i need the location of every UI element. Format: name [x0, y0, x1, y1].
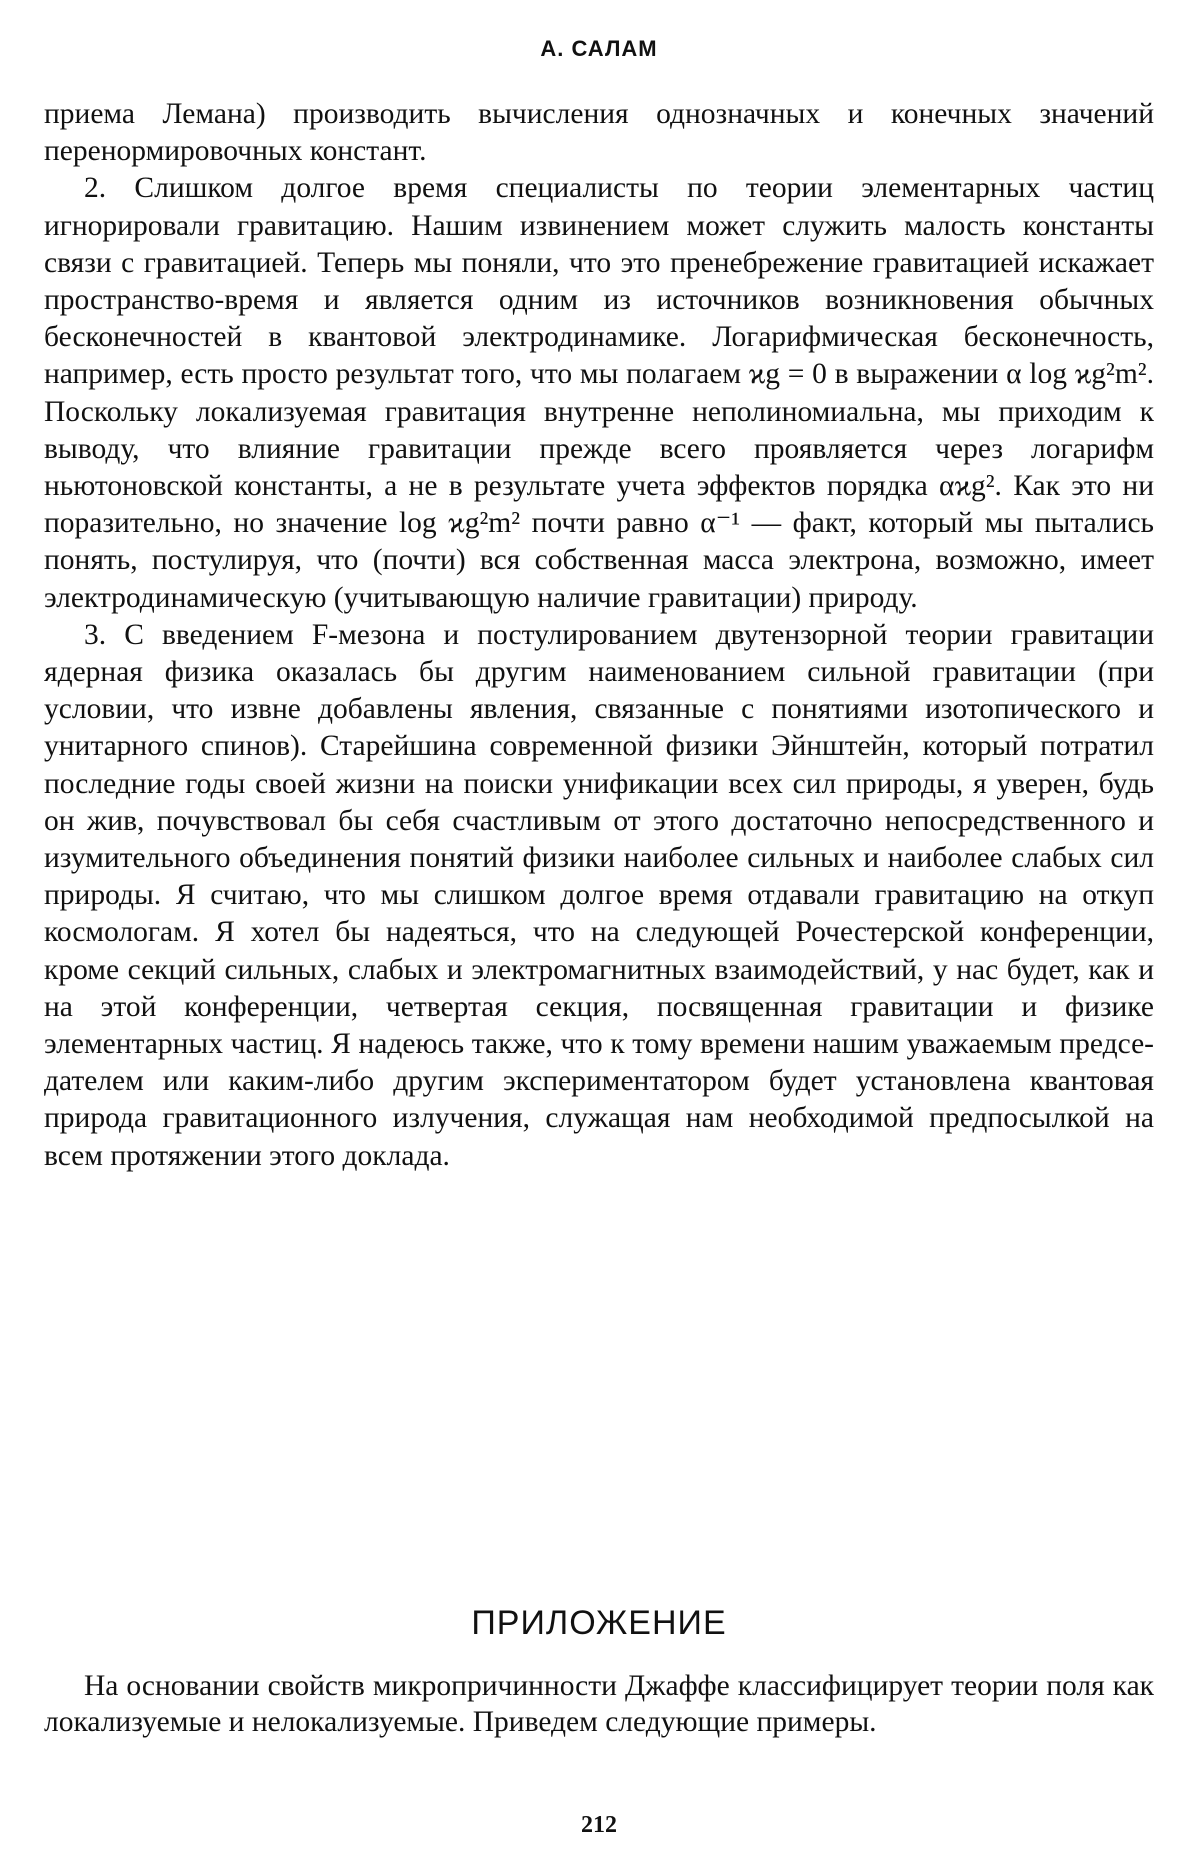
main-text [44, 96, 1154, 1175]
paragraph-3: 3. С введением F-мезона и постулированием двутензорной теории гравитации ядерная физика оказалась бы другим наименованием сильной гравитации (при условии, что извне добавлены явления, связанные с понятиями изотопического и унитарного спинов). Старейшина современной физики Эйнштейн, который потратил последние годы своей жизни на поиски унификации всех сил природы, я уверен, будь он жив, почувствовал бы себя счастливым от этого достаточно непосредственного и изумительного объединения понятий физики наиболее сильных и наиболее слабых сил природы. Я считаю, что мы слишком долгое время отдавали гравитацию на откуп космологам. Я хотел бы надеяться, что на следующей Рочестерской конференции, кроме секций сильных, слабых и электромагнитных взаимодействий, у нас будет, как и на этой конференции, четвертая секция, посвященная гравитации и физике элементарных частиц. Я надеюсь также, что к тому времени нашим уважаемым председателем или каким-либо другим экспериментатором будет установлена квантовая природа гравитационного излучения, служащая нам необходимой предпосылкой на всем протяжении этого доклада. [44, 618, 1154, 1172]
paragraph-1: приема Лемана) производить вычисления однозначных и конечных значений перенормировочных констант. [44, 98, 1154, 168]
paragraph-2: 2. Слишком долгое время специалисты по теории элементарных частиц игнорировали гравитацию. Нашим извинением может служить малость константы связи с гравитацией. Теперь мы поняли, что это пренебрежение гравитацией искажает пространство-время и является одним из источников возникновения обычных бесконечностей в квантовой электродинамике. Логарифмическая бесконечность, например, есть просто результат того, что мы полагаем ϰg = 0 в выражении α log ϰg²m². Поскольку локализуемая гравитация внутренне неполиномиальна, мы приходим к выводу, что влияние гравитации прежде всего проявляется через логарифм ньютоновской константы, а не в результате учета эффектов порядка αϰg². Как это ни поразительно, но значение log ϰg²m² почти равно α⁻¹ — факт, который мы пытались понять, постулируя, что (почти) вся собственная масса электрона, возможно, имеет электродинамическую (учитывающую наличие гравитации) природу. [44, 172, 1154, 614]
appendix-paragraph: На основании свойств микропричинности Джаффе классифицирует теории поля как локализуемые и нелокализуемые. Приведем следующие примеры. [44, 1670, 1154, 1738]
page-number: 212 [581, 1812, 617, 1838]
appendix-title: ПРИЛОЖЕНИЕ [471, 1604, 727, 1642]
book-page [44, 0, 1154, 1855]
running-head: А. САЛАМ [540, 36, 658, 61]
